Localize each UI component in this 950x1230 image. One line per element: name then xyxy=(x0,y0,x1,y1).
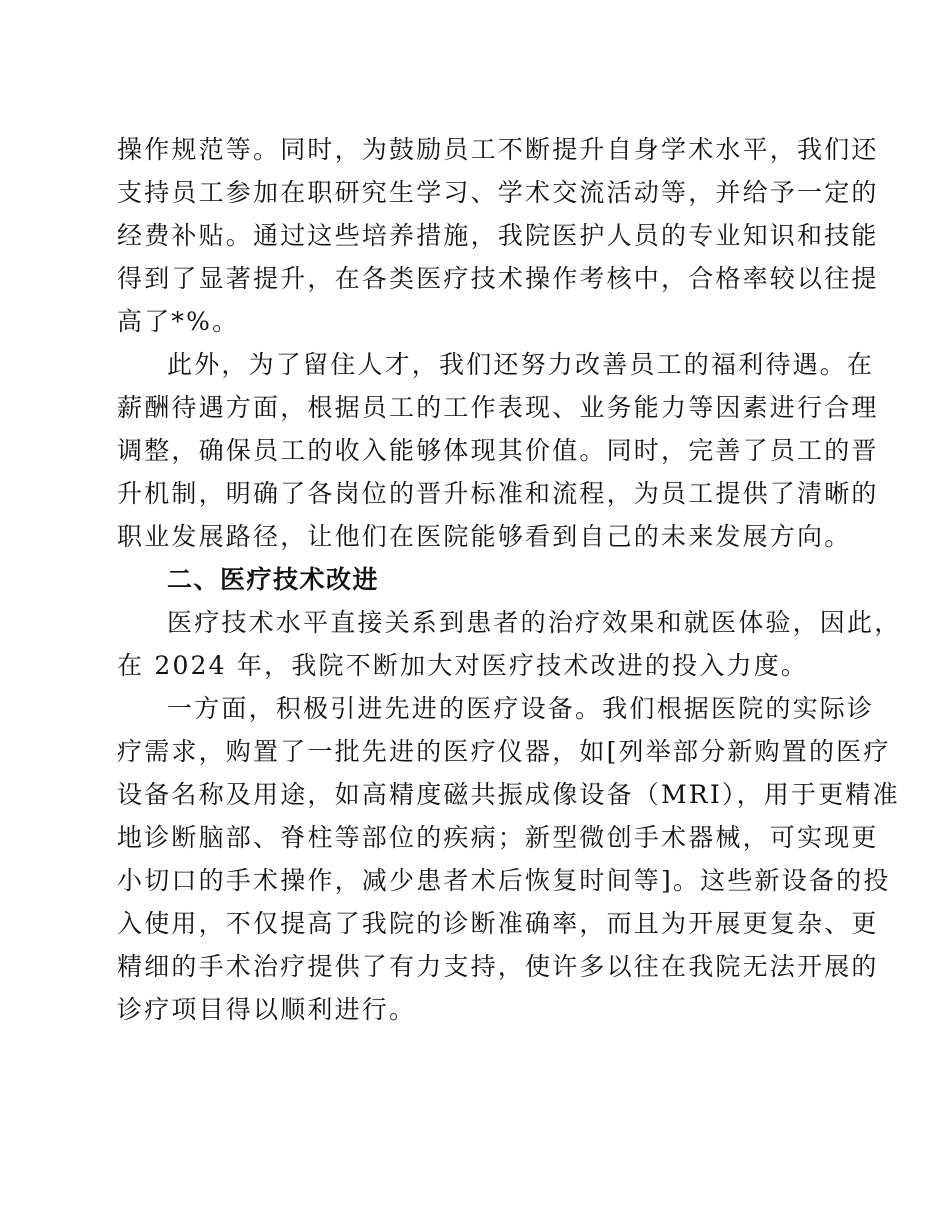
text-line: 小切口的手术操作，减少患者术后恢复时间等]。这些新设备的投 xyxy=(117,866,891,895)
document-body xyxy=(117,128,902,1031)
text-line: 诊疗项目得以顺利进行。 xyxy=(117,995,417,1024)
text-line: 疗需求，购置了一批先进的医疗仪器，如[列举部分新购置的医疗 xyxy=(117,737,891,766)
paragraph xyxy=(117,128,879,343)
text-line: 经费补贴。通过这些培养措施，我院医护人员的专业知识和技能 xyxy=(117,221,879,250)
text-line: 设备名称及用途，如高精度磁共振成像设备（MRI），用于更精准 xyxy=(117,780,900,809)
text-line: 高了*%。 xyxy=(117,307,240,336)
text-line: 升机制，明确了各岗位的晋升标准和流程，为员工提供了清晰的 xyxy=(117,479,879,508)
text-line: 在 2024 年，我院不断加大对医疗技术改进的投入力度。 xyxy=(117,651,809,680)
text-line: 得到了显著提升，在各类医疗技术操作考核中，合格率较以往提 xyxy=(117,264,879,293)
text-line: 职业发展路径，让他们在医院能够看到自己的未来发展方向。 xyxy=(117,522,852,551)
section-heading xyxy=(117,558,833,601)
text-line: 入使用，不仅提高了我院的诊断准确率，而且为开展更复杂、更 xyxy=(117,909,879,938)
paragraph xyxy=(117,343,879,558)
text-line: 精细的手术治疗提供了有力支持，使许多以往在我院无法开展的 xyxy=(117,952,879,981)
paragraph xyxy=(117,601,902,687)
text-line: 医疗技术水平直接关系到患者的治疗效果和就医体验，因此， xyxy=(167,608,902,637)
text-line: 一方面，积极引进先进的医疗设备。我们根据医院的实际诊 xyxy=(167,694,875,723)
text-line: 薪酬待遇方面，根据员工的工作表现、业务能力等因素进行合理 xyxy=(117,393,879,422)
text-line: 调整，确保员工的收入能够体现其价值。同时，完善了员工的晋 xyxy=(117,436,879,465)
text-line: 此外，为了留住人才，我们还努力改善员工的福利待遇。在 xyxy=(167,350,875,379)
paragraph xyxy=(117,687,900,1031)
text-line: 地诊断脑部、脊柱等部位的疾病；新型微创手术器械，可实现更 xyxy=(117,823,879,852)
text-line: 支持员工参加在职研究生学习、学术交流活动等，并给予一定的 xyxy=(117,178,879,207)
text-line: 操作规范等。同时，为鼓励员工不断提升自身学术水平，我们还 xyxy=(117,135,879,164)
heading-text: 二、医疗技术改进 xyxy=(167,565,380,594)
